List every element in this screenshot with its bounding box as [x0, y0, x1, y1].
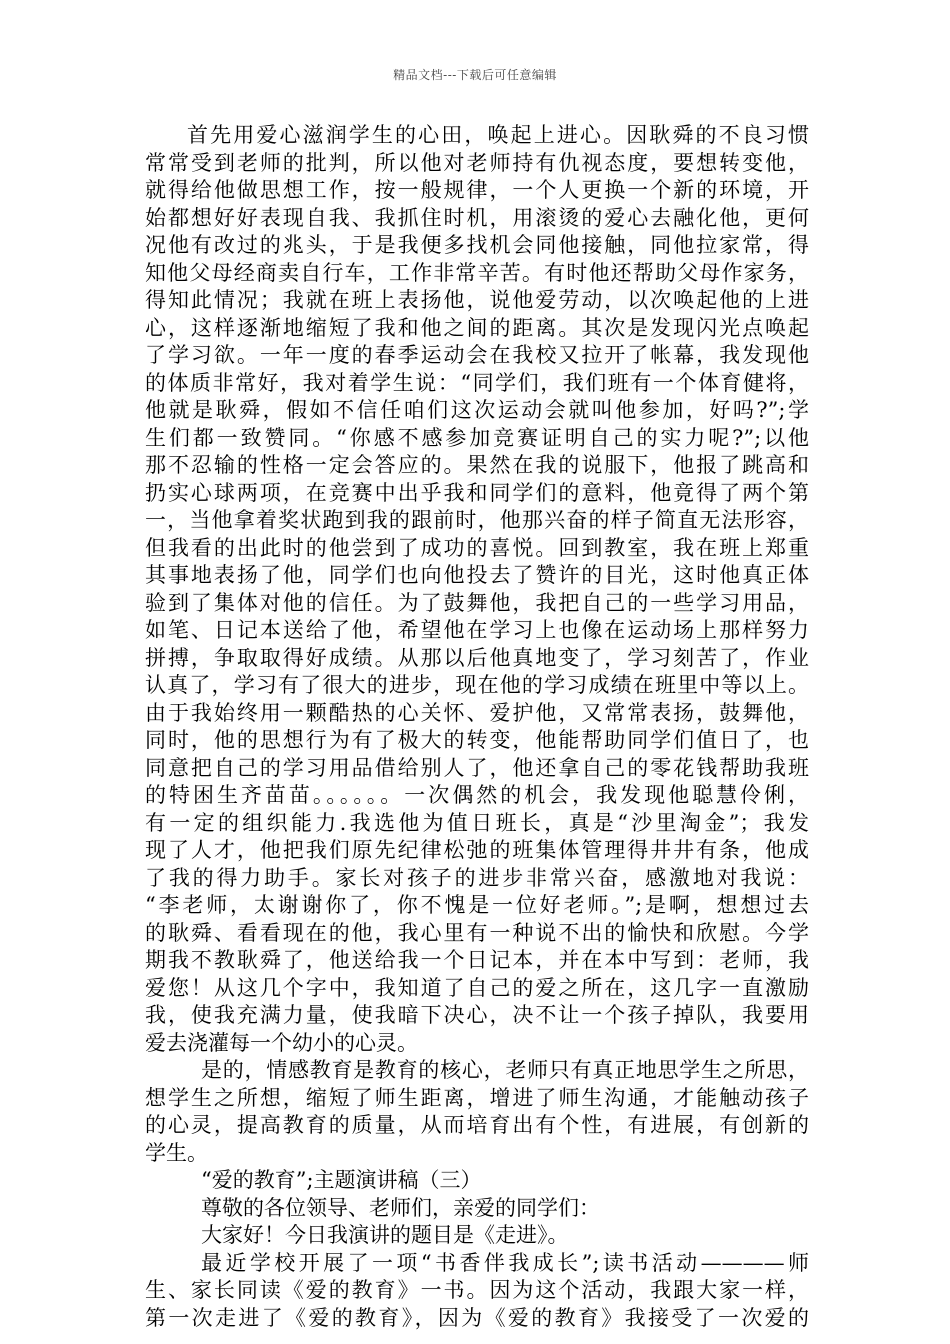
text-line: 现了人才，他把我们原先纪律松弛的班集体管理得井井有条，他成 [145, 838, 809, 862]
text-line: 扔实心球两项，在竞赛中出乎我和同学们的意料，他竟得了两个第 [145, 480, 809, 505]
text-line: 认真了，学习有了很大的进步，现在他的学习成绩在班里中等以上。 [145, 673, 809, 697]
text-line: 始都想好好表现自我、我抓住时机，用滚烫的爱心去融化他，更何 [145, 205, 809, 230]
text-line: 最近学校开展了一项“书香伴我成长”;读书活动————师 [201, 1250, 809, 1275]
text-line: 爱您！从这几个字中，我知道了自己的爱之所在，这几字一直激励 [145, 975, 809, 1000]
text-line: 的体质非常好，我对着学生说：“同学们，我们班有一个体育健将， [145, 370, 809, 395]
text-line: 尊敬的各位领导、老师们，亲爱的同学们： [201, 1195, 600, 1220]
text-line: 首先用爱心滋润学生的心田，唤起上进心。因耿舜的不良习惯 [187, 123, 809, 147]
text-line: 的特困生齐苗苗。。。。。。一次偶然的机会，我发现他聪慧伶俐， [145, 783, 809, 807]
text-line: 其事地表扬了他，同学们也向他投去了赞许的目光，这时他真正体 [145, 563, 809, 587]
text-line: 验到了集体对他的信任。为了鼓舞他，我把自己的一些学习用品， [145, 590, 809, 615]
text-line: 的耿舜、看看现在的他，我心里有一种说不出的愉快和欣慰。今学 [145, 920, 809, 945]
text-line: 就得给他做思想工作，按一般规律，一个人更换一个新的环境，开 [145, 178, 809, 202]
text-line: 大家好！今日我演讲的题目是《走进》。 [201, 1223, 569, 1247]
text-line: 同时，他的思想行为有了极大的转变，他能帮助同学们值日了，也 [145, 728, 809, 752]
text-line: 得知此情况；我就在班上表扬他，说他爱劳动，以次唤起他的上进 [145, 288, 809, 312]
page-header: 精品文档---下载后可任意编辑 [393, 68, 557, 82]
text-line: 但我看的出此时的他尝到了成功的喜悦。回到教室，我在班上郑重 [145, 535, 809, 560]
text-line: 学生。 [145, 1140, 208, 1165]
text-line: 是的，情感教育是教育的核心，老师只有真正地思学生之所思， [201, 1058, 809, 1082]
text-line: 他就是耿舜，假如不信任咱们这次运动会就叫他参加，好吗?”;学 [145, 398, 809, 422]
text-line: 生们都一致赞同。“你感不感参加竞赛证明自己的实力呢?”;以他 [145, 425, 809, 450]
document-body [145, 122, 809, 1332]
text-line: 了学习欲。一年一度的春季运动会在我校又拉开了帐幕，我发现他 [145, 343, 809, 367]
text-line: 知他父母经商卖自行车，工作非常辛苦。有时他还帮助父母作家务， [145, 260, 809, 285]
text-line: 由于我始终用一颗酷热的心关怀、爱护他，又常常表扬，鼓舞他， [145, 700, 809, 725]
text-line: 生、家长同读《爱的教育》一书。因为这个活动，我跟大家一样， [145, 1278, 809, 1302]
text-line: 的心灵，提高教育的质量，从而培育出有个性，有进展，有创新的 [145, 1113, 809, 1137]
text-line: 有一定的组织能力.我选他为值日班长，真是“沙里淘金”；我发 [145, 810, 809, 835]
text-line: 况他有改过的兆头，于是我便多找机会同他接触，同他拉家常，得 [145, 233, 809, 257]
text-line: “李老师，太谢谢你了，你不愧是一位好老师。”;是啊，想想过去 [145, 893, 809, 917]
text-line: 同意把自己的学习用品借给别人了，他还拿自己的零花钱帮助我班 [145, 755, 809, 780]
text-line: 期我不教耿舜了，他送给我一个日记本，并在本中写到：老师，我 [145, 948, 809, 972]
text-line: 爱去浇灌每一个幼小的心灵。 [145, 1030, 418, 1055]
text-line: 如笔、日记本送给了他，希望他在学习上也像在运动场上那样努力 [145, 618, 809, 642]
text-line: 心，这样逐渐地缩短了我和他之间的距离。其次是发现闪光点唤起 [145, 315, 809, 340]
text-line: 一，当他拿着奖状跑到我的跟前时，他那兴奋的样子简直无法形容， [145, 508, 809, 532]
text-line: 我，使我充满力量，使我暗下决心，决不让一个孩子掉队，我要用 [145, 1003, 809, 1027]
text-line: 第一次走进了《爱的教育》，因为《爱的教育》我接受了一次爱的 [145, 1305, 809, 1330]
text-line: 想学生之所想，缩短了师生距离，增进了师生沟通，才能触动孩子 [145, 1085, 809, 1110]
text-line: 拼搏，争取取得好成绩。从那以后他真地变了，学习刻苦了，作业 [145, 645, 809, 670]
text-line: 常常受到老师的批判，所以他对老师持有仇视态度，要想转变他， [145, 150, 809, 175]
text-line: 那不忍输的性格一定会答应的。果然在我的说服下，他报了跳高和 [145, 453, 809, 477]
text-line: “爱的教育”;主题演讲稿（三） [201, 1168, 482, 1192]
text-line: 了我的得力助手。家长对孩子的进步非常兴奋，感激地对我说： [145, 865, 809, 890]
